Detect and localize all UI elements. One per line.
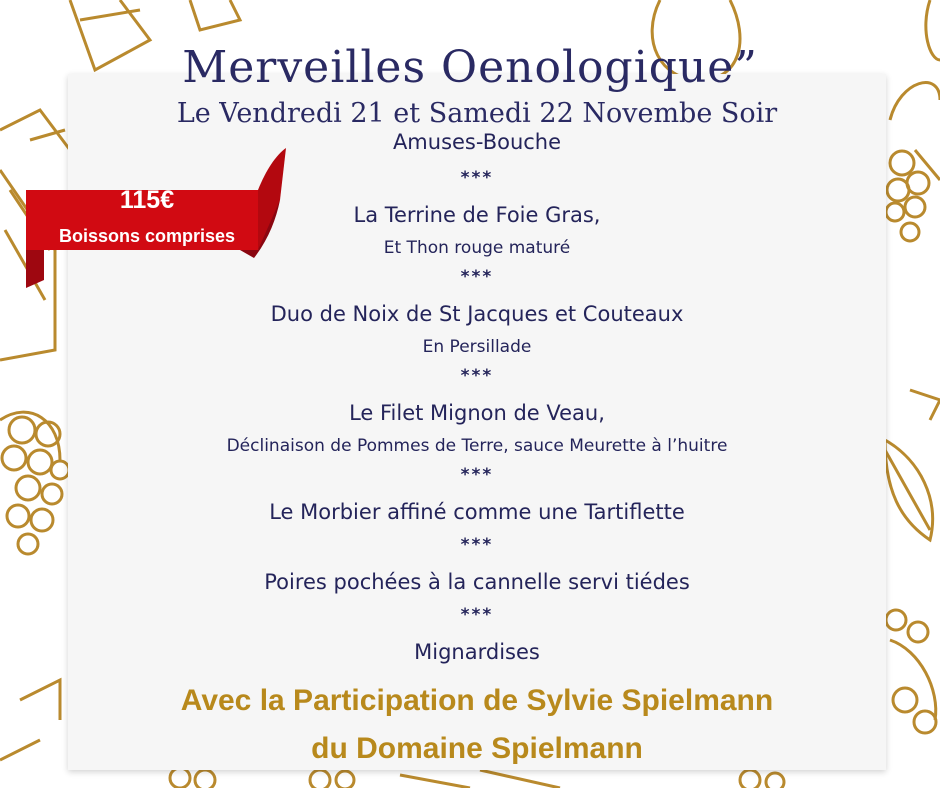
- course-amuses-bouche: Amuses-Bouche: [392, 130, 562, 154]
- separator: ***: [460, 535, 494, 555]
- separator: ***: [460, 465, 494, 485]
- event-date: Le Vendredi 21 et Samedi 22 Novembe Soir: [176, 98, 778, 129]
- price-amount: 115€: [119, 186, 175, 214]
- course-st-jacques: Duo de Noix de St Jacques et Couteaux: [270, 302, 684, 326]
- price-note: Boissons comprises: [58, 226, 236, 246]
- course-mignardises: Mignardises: [414, 640, 540, 664]
- course-poires: Poires pochées à la cannelle servi tiédes: [264, 570, 690, 594]
- course-st-jacques-detail: En Persillade: [422, 337, 532, 357]
- course-terrine: La Terrine de Foie Gras,: [353, 203, 601, 227]
- event-title: Merveilles Oenologique”: [182, 42, 758, 93]
- participation-line-1: Avec la Participation de Sylvie Spielmann: [180, 684, 774, 717]
- participation-line-2: du Domaine Spielmann: [311, 732, 643, 765]
- course-filet-mignon: Le Filet Mignon de Veau,: [349, 401, 605, 425]
- separator: ***: [460, 168, 494, 188]
- course-filet-mignon-detail: Déclinaison de Pommes de Terre, sauce Meurette à l’huitre: [226, 436, 728, 456]
- course-terrine-detail: Et Thon rouge maturé: [383, 238, 571, 258]
- separator: ***: [460, 366, 494, 386]
- course-morbier: Le Morbier affiné comme une Tartiflette: [269, 500, 685, 524]
- separator: ***: [460, 267, 494, 287]
- separator: ***: [460, 605, 494, 625]
